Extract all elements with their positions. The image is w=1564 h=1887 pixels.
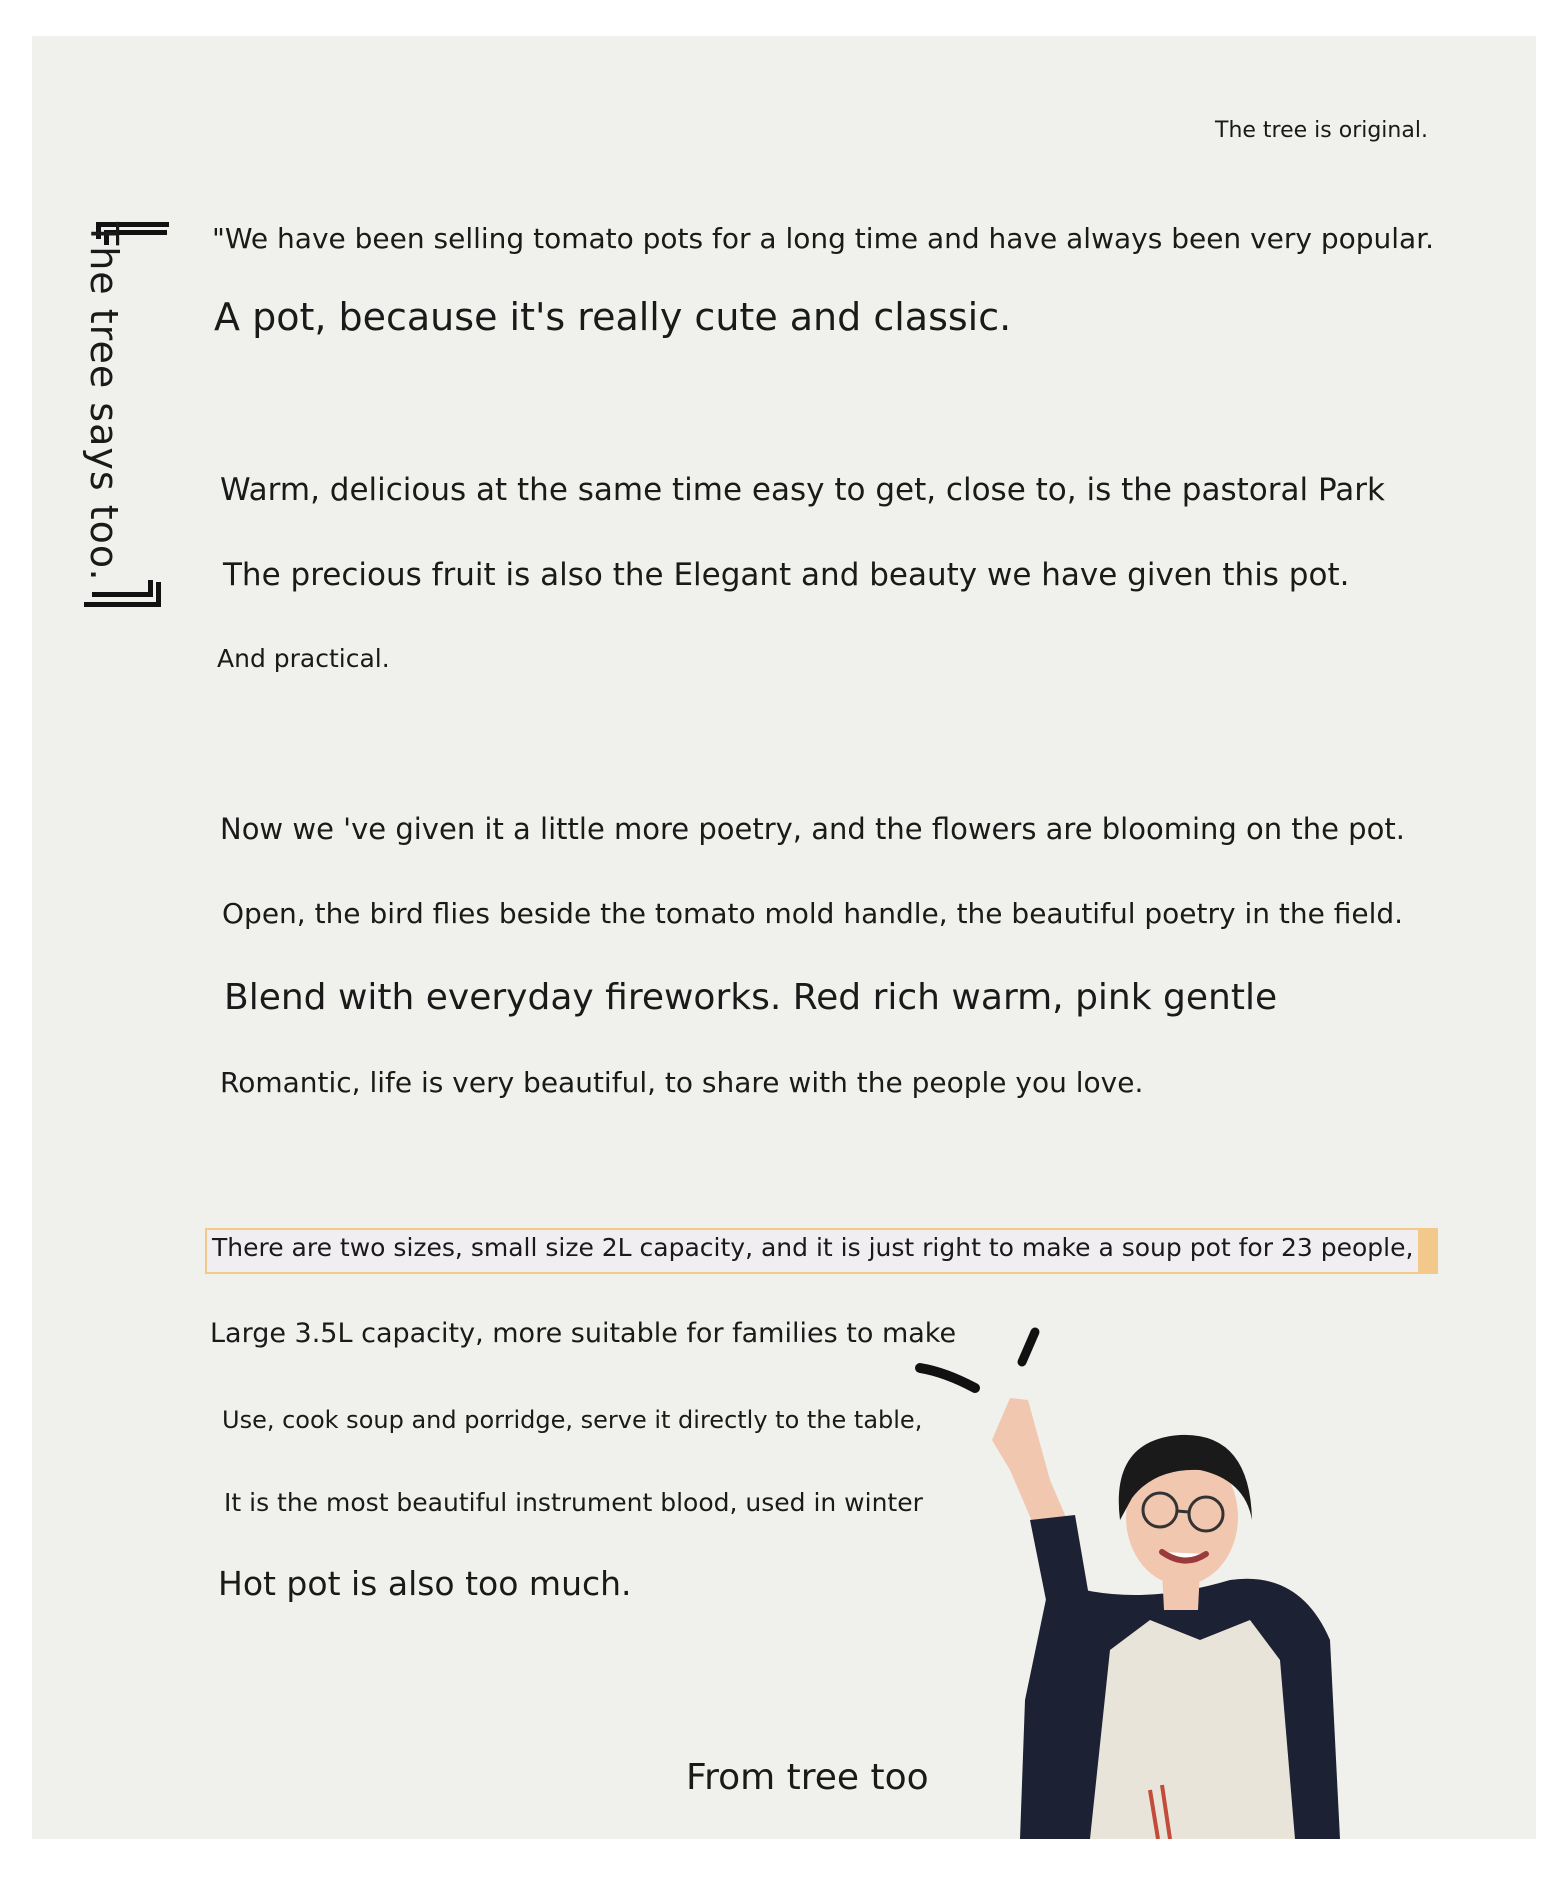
- side-title: The tree says too.: [82, 222, 126, 582]
- paragraph-line: "We have been selling tomato pots for a long time and have always been very popular.: [212, 222, 1435, 255]
- paragraph-line: Romantic, life is very beautiful, to share with the people you love.: [220, 1066, 1144, 1099]
- original-label: The tree is original.: [1215, 118, 1428, 143]
- emphasis-mark-icon: [920, 1368, 975, 1388]
- paragraph-line: A pot, because it's really cute and classic.: [214, 295, 1012, 339]
- paragraph-line: Open, the bird flies beside the tomato mold handle, the beautiful poetry in the field.: [222, 897, 1404, 930]
- close-bracket-inner-icon: [92, 580, 153, 597]
- paragraph-line: Large 3.5L capacity, more suitable for families to make: [210, 1318, 957, 1349]
- paragraph-line: And practical.: [217, 644, 390, 673]
- paragraph-line: Now we 've given it a little more poetry, and the flowers are blooming on the pot.: [220, 812, 1405, 846]
- paragraph-line: Hot pot is also too much.: [218, 1564, 632, 1603]
- paragraph-line: The precious fruit is also the Elegant and beauty we have given this pot.: [223, 557, 1350, 593]
- signature: From tree too: [686, 1757, 929, 1798]
- highlight-tab: [1418, 1230, 1436, 1272]
- emphasis-mark-icon: [1022, 1332, 1035, 1362]
- apron: [1090, 1620, 1295, 1839]
- woman-pointing-illustration: [900, 1320, 1440, 1839]
- paragraph-line: Blend with everyday fireworks. Red rich warm, pink gentle: [224, 977, 1278, 1018]
- paragraph-line: Warm, delicious at the same time easy to get, close to, is the pastoral Park: [220, 472, 1385, 508]
- paragraph-line: It is the most beautiful instrument blood, used in winter: [224, 1488, 923, 1517]
- paragraph-line-highlighted: There are two sizes, small size 2L capacity, and it is just right to make a soup pot for 23 people,: [212, 1233, 1414, 1262]
- paragraph-line: Use, cook soup and porridge, serve it directly to the table,: [222, 1406, 923, 1434]
